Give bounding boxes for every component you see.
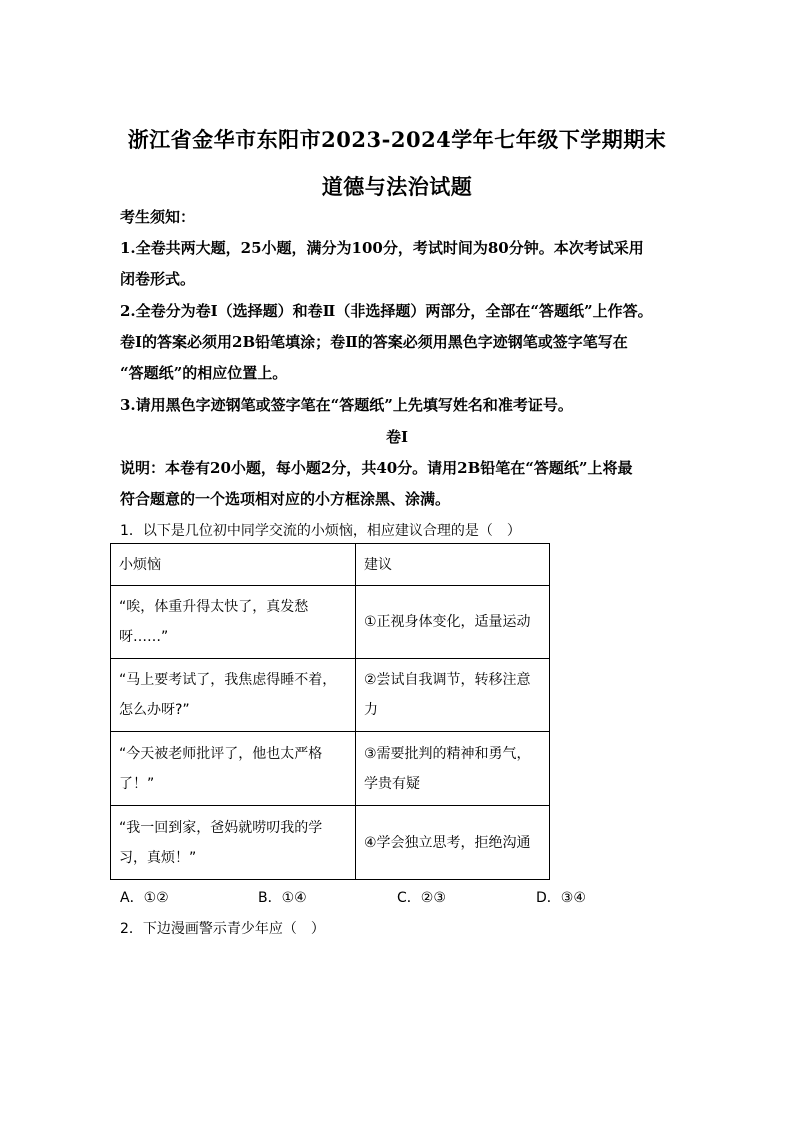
question-1-option-d[interactable]: D．③④ (536, 890, 586, 906)
table-cell: ③需要批判的精神和勇气，学贵有疑 (356, 732, 550, 806)
table-cell: ①正视身体变化，适量运动 (356, 586, 550, 659)
question-1-table (110, 543, 550, 880)
notice-item-2-line-3: “答题纸”的相应位置上。 (120, 364, 288, 382)
table-cell: “唉，体重升得太快了，真发愁呀……” (111, 586, 356, 659)
notice-item-1-line-2: 闭卷形式。 (120, 270, 196, 288)
table-row (111, 586, 550, 659)
page-title-line-2: 道德与法治试题 (321, 174, 473, 199)
question-1-option-b[interactable]: B．①④ (258, 890, 307, 906)
table-row (111, 659, 550, 732)
question-1-option-a[interactable]: A．①② (120, 890, 169, 906)
question-1-option-c[interactable]: C．②③ (397, 890, 446, 906)
table-cell: ②尝试自我调节，转移注意力 (356, 659, 550, 732)
table-row (111, 732, 550, 806)
question-1-stem: 1．以下是几位初中同学交流的小烦恼，相应建议合理的是（ ） (120, 523, 521, 539)
page-title-line-1: 浙江省金华市东阳市2023-2024学年七年级下学期期末 (127, 127, 667, 152)
table-row (111, 806, 550, 880)
notice-item-2-line-2: 卷Ⅰ的答案必须用2B铅笔填涂；卷Ⅱ的答案必须用黑色字迹钢笔或签字笔写在 (120, 333, 628, 351)
table-cell: ④学会独立思考，拒绝沟通 (356, 806, 550, 880)
question-2-stem: 2．下边漫画警示青少年应（ ） (120, 921, 325, 937)
table-header-row (111, 544, 550, 586)
section-desc-line-2: 符合题意的一个选项相对应的小方框涂黑、涂满。 (120, 490, 451, 508)
notice-item-2-line-1: 2.全卷分为卷Ⅰ（选择题）和卷Ⅱ（非选择题）两部分，全部在“答题纸”上作答。 (120, 302, 653, 320)
table-cell: “今天被老师批评了，他也太严格了！” (111, 732, 356, 806)
table-cell: “马上要考试了，我焦虑得睡不着，怎么办呀?” (111, 659, 356, 732)
table-header-cell: 小烦恼 (111, 544, 356, 586)
table-cell: “我一回到家，爸妈就唠叨我的学习，真烦！” (111, 806, 356, 880)
table-header-cell: 建议 (356, 544, 550, 586)
section-desc-line-1: 说明：本卷有20小题，每小题2分，共40分。请用2B铅笔在“答题纸”上将最 (120, 459, 633, 477)
notice-heading: 考生须知： (120, 208, 196, 226)
section-heading: 卷Ⅰ (385, 428, 409, 446)
notice-item-3: 3.请用黑色字迹钢笔或签字笔在“答题纸”上先填写姓名和准考证号。 (120, 396, 573, 414)
notice-item-1-line-1: 1.全卷共两大题，25小题，满分为100分，考试时间为80分钟。本次考试采用 (120, 239, 644, 257)
